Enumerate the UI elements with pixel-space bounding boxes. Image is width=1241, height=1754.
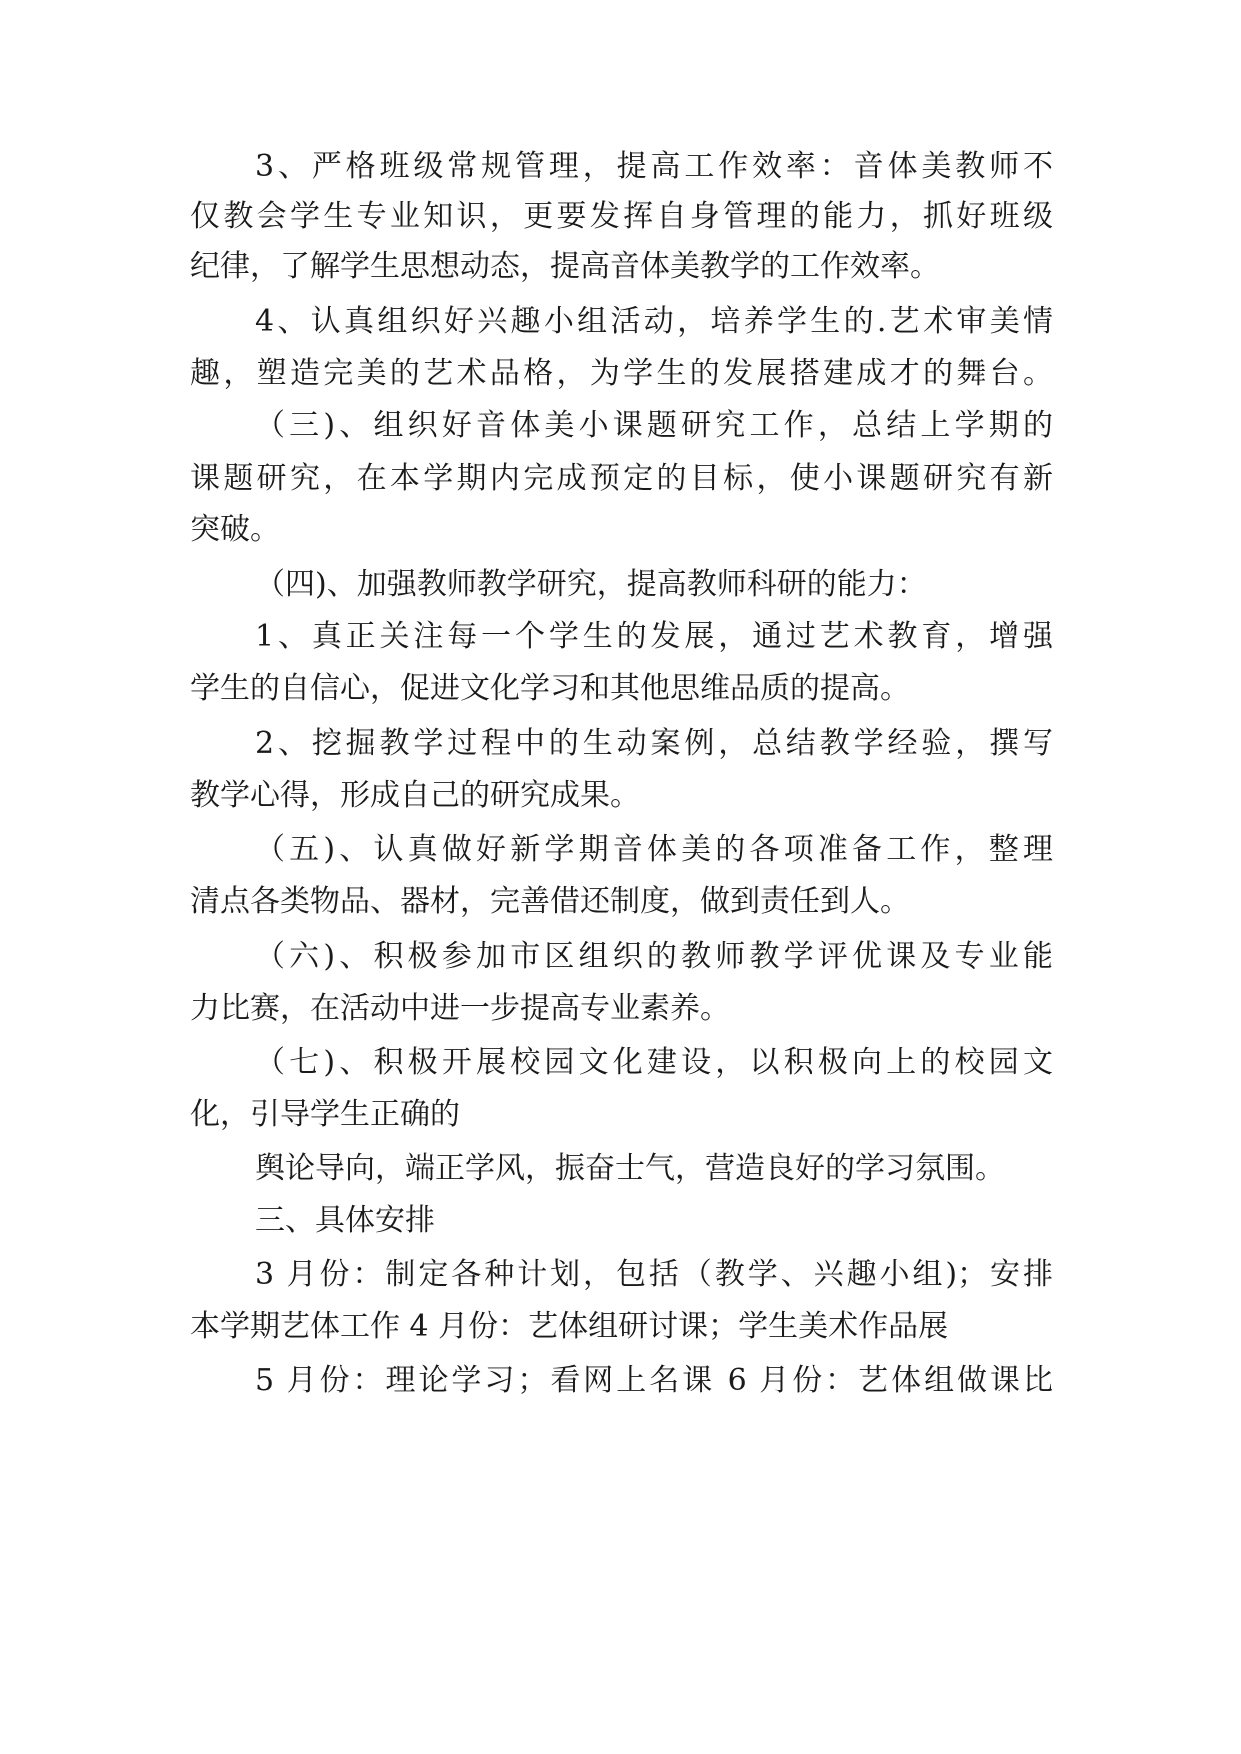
- text-line: 课题研究，在本学期内完成预定的目标，使小课题研究有新: [190, 461, 1053, 496]
- text-line: 1、真正关注每一个学生的发展，通过艺术教育，增强: [255, 619, 1053, 654]
- text-line: 2、挖掘教学过程中的生动案例，总结教学经验，撰写: [255, 726, 1053, 761]
- text-line: 力比赛，在活动中进一步提高专业素养。: [190, 991, 730, 1026]
- text-line: 5 月份：理论学习；看网上名课 6 月份：艺体组做课比: [255, 1363, 1053, 1398]
- text-line: 趣，塑造完美的艺术品格，为学生的发展搭建成才的舞台。: [190, 356, 1053, 391]
- text-line: （四)、加强教师教学研究，提高教师科研的能力：: [255, 567, 927, 602]
- text-line: 舆论导向，端正学风，振奋士气，营造良好的学习氛围。: [255, 1151, 1005, 1186]
- text-line: 本学期艺体工作 4 月份：艺体组研讨课；学生美术作品展: [190, 1309, 949, 1344]
- text-line: 纪律，了解学生思想动态，提高音体美教学的工作效率。: [190, 249, 940, 284]
- text-line: （三)、组织好音体美小课题研究工作，总结上学期的: [255, 408, 1053, 443]
- text-line: 突破。: [190, 512, 280, 547]
- text-line: （六)、积极参加市区组织的教师教学评优课及专业能: [255, 939, 1053, 974]
- section-heading: 三、具体安排: [255, 1203, 435, 1238]
- text-line: 清点各类物品、器材，完善借还制度，做到责任到人。: [190, 884, 910, 919]
- text-line: （五)、认真做好新学期音体美的各项准备工作，整理: [255, 832, 1053, 867]
- text-line: 3 月份：制定各种计划，包括（教学、兴趣小组)；安排: [255, 1257, 1053, 1292]
- text-line: 教学心得，形成自己的研究成果。: [190, 778, 640, 813]
- text-line: 4、认真组织好兴趣小组活动，培养学生的.艺术审美情: [255, 304, 1053, 339]
- text-line: 学生的自信心，促进文化学习和其他思维品质的提高。: [190, 671, 910, 706]
- text-line: （七)、积极开展校园文化建设，以积极向上的校园文: [255, 1045, 1053, 1080]
- text-line: 化，引导学生正确的: [190, 1097, 460, 1132]
- text-line: 仅教会学生专业知识，更要发挥自身管理的能力，抓好班级: [190, 199, 1053, 234]
- text-line: 3、严格班级常规管理，提高工作效率：音体美教师不: [255, 149, 1053, 184]
